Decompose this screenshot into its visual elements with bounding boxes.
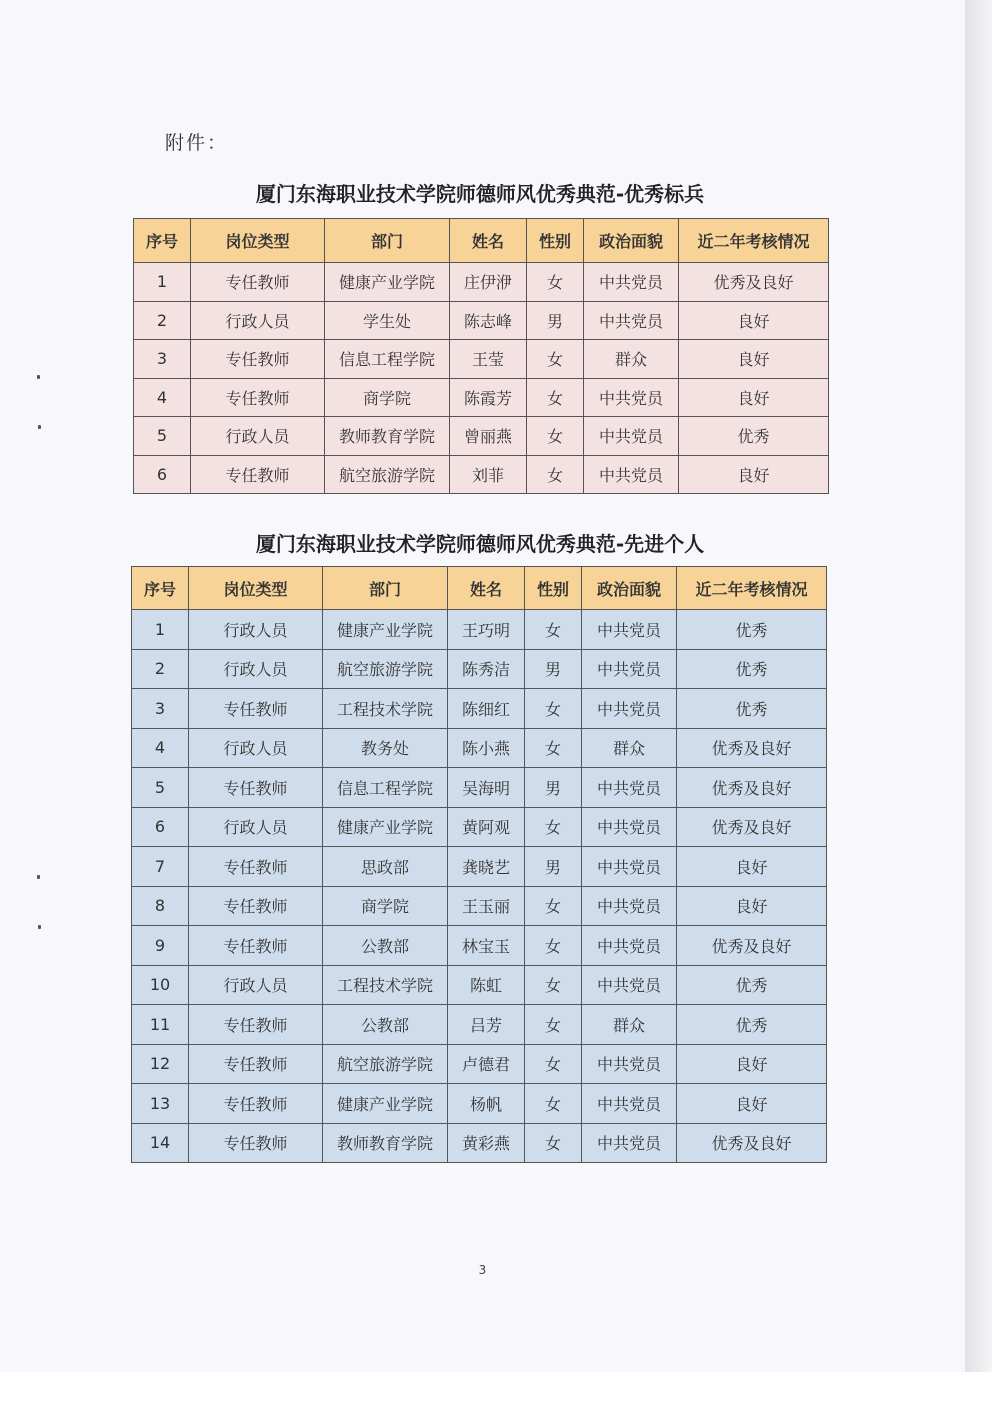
table-cell: 优秀及良好 xyxy=(677,1123,827,1163)
table-cell: 女 xyxy=(525,886,582,926)
header-cell: 部门 xyxy=(323,567,448,610)
table-cell: 良好 xyxy=(677,847,827,887)
table-cell: 陈虹 xyxy=(448,965,525,1005)
table-row xyxy=(134,263,829,302)
table-cell: 专任教师 xyxy=(189,926,323,966)
table-cell: 良好 xyxy=(679,455,829,494)
scan-edge xyxy=(965,0,992,1403)
table-cell: 中共党员 xyxy=(584,378,679,417)
table-cell: 3 xyxy=(132,689,189,729)
table-cell: 龚晓艺 xyxy=(448,847,525,887)
table-cell: 3 xyxy=(134,340,191,379)
table-cell: 11 xyxy=(132,1005,189,1045)
table-cell: 行政人员 xyxy=(189,610,323,650)
table-cell: 女 xyxy=(525,728,582,768)
table-cell: 良好 xyxy=(677,1044,827,1084)
table-cell: 女 xyxy=(527,378,584,417)
table-cell: 优秀 xyxy=(677,689,827,729)
table1-title: 厦门东海职业技术学院师德师风优秀典范-优秀标兵 xyxy=(255,182,705,206)
table-cell: 2 xyxy=(134,301,191,340)
table-cell: 航空旅游学院 xyxy=(323,1044,448,1084)
table-cell: 女 xyxy=(527,263,584,302)
table-cell: 公教部 xyxy=(323,926,448,966)
table-cell: 9 xyxy=(132,926,189,966)
table-cell: 曾丽燕 xyxy=(450,417,527,456)
table-cell: 群众 xyxy=(582,728,677,768)
table-cell: 陈志峰 xyxy=(450,301,527,340)
table-cell: 黄彩燕 xyxy=(448,1123,525,1163)
header-cell: 近二年考核情况 xyxy=(679,219,829,263)
scan-speck xyxy=(37,875,40,879)
table-cell: 专任教师 xyxy=(189,1044,323,1084)
table-cell: 女 xyxy=(525,1044,582,1084)
table-cell: 王玉丽 xyxy=(448,886,525,926)
table-cell: 航空旅游学院 xyxy=(323,649,448,689)
table-cell: 行政人员 xyxy=(189,965,323,1005)
table-cell: 思政部 xyxy=(323,847,448,887)
table-cell: 4 xyxy=(132,728,189,768)
table-cell: 专任教师 xyxy=(189,847,323,887)
table-cell: 公教部 xyxy=(323,1005,448,1045)
table-cell: 工程技术学院 xyxy=(323,689,448,729)
table-cell: 中共党员 xyxy=(584,301,679,340)
table-row xyxy=(132,610,827,650)
table-cell: 陈霞芳 xyxy=(450,378,527,417)
table-cell: 5 xyxy=(134,417,191,456)
table-cell: 优秀 xyxy=(677,1005,827,1045)
table-cell: 女 xyxy=(527,417,584,456)
table-cell: 良好 xyxy=(679,340,829,379)
table-cell: 良好 xyxy=(677,886,827,926)
table-cell: 优秀 xyxy=(677,965,827,1005)
table-cell: 1 xyxy=(132,610,189,650)
table-cell: 教师教育学院 xyxy=(323,1123,448,1163)
table-cell: 庄伊洢 xyxy=(450,263,527,302)
table-cell: 健康产业学院 xyxy=(323,1084,448,1124)
table-cell: 健康产业学院 xyxy=(325,263,450,302)
table-cell: 健康产业学院 xyxy=(323,807,448,847)
header-cell: 部门 xyxy=(325,219,450,263)
table-cell: 女 xyxy=(525,807,582,847)
table-cell: 专任教师 xyxy=(191,340,325,379)
table-cell: 王莹 xyxy=(450,340,527,379)
header-cell: 近二年考核情况 xyxy=(677,567,827,610)
scan-speck xyxy=(38,925,41,929)
table-cell: 学生处 xyxy=(325,301,450,340)
header-cell: 序号 xyxy=(134,219,191,263)
table-cell: 4 xyxy=(134,378,191,417)
table-cell: 工程技术学院 xyxy=(323,965,448,1005)
table-row xyxy=(132,1044,827,1084)
table-row xyxy=(132,886,827,926)
table-row xyxy=(132,807,827,847)
scan-speck xyxy=(38,425,41,429)
table-row xyxy=(132,768,827,808)
table-row xyxy=(132,1123,827,1163)
table-cell: 6 xyxy=(132,807,189,847)
header-cell: 性别 xyxy=(527,219,584,263)
table-cell: 优秀 xyxy=(677,649,827,689)
table-header-row xyxy=(134,219,829,263)
table-row xyxy=(132,728,827,768)
table-cell: 中共党员 xyxy=(582,847,677,887)
table-cell: 中共党员 xyxy=(582,689,677,729)
table-cell: 中共党员 xyxy=(584,455,679,494)
header-cell: 姓名 xyxy=(450,219,527,263)
table-cell: 女 xyxy=(525,926,582,966)
table-cell: 13 xyxy=(132,1084,189,1124)
table-cell: 专任教师 xyxy=(189,1084,323,1124)
table-cell: 商学院 xyxy=(323,886,448,926)
table-outstanding-models xyxy=(133,218,829,494)
table-cell: 教务处 xyxy=(323,728,448,768)
table-cell: 12 xyxy=(132,1044,189,1084)
table-cell: 黄阿观 xyxy=(448,807,525,847)
table-row xyxy=(134,378,829,417)
table-cell: 行政人员 xyxy=(191,417,325,456)
table-cell: 中共党员 xyxy=(584,417,679,456)
table-cell: 信息工程学院 xyxy=(323,768,448,808)
table-cell: 群众 xyxy=(582,1005,677,1045)
table-row xyxy=(134,455,829,494)
table-cell: 群众 xyxy=(584,340,679,379)
table-cell: 男 xyxy=(525,847,582,887)
table-cell: 5 xyxy=(132,768,189,808)
table-cell: 女 xyxy=(525,689,582,729)
table-cell: 行政人员 xyxy=(191,301,325,340)
table-cell: 中共党员 xyxy=(582,1084,677,1124)
scan-bottom-margin xyxy=(0,1372,992,1403)
table-cell: 杨帆 xyxy=(448,1084,525,1124)
header-cell: 岗位类型 xyxy=(191,219,325,263)
table-cell: 优秀及良好 xyxy=(677,728,827,768)
table-cell: 教师教育学院 xyxy=(325,417,450,456)
table-row xyxy=(134,340,829,379)
table-cell: 中共党员 xyxy=(582,768,677,808)
table-cell: 女 xyxy=(525,1005,582,1045)
table-cell: 健康产业学院 xyxy=(323,610,448,650)
table-cell: 信息工程学院 xyxy=(325,340,450,379)
table-cell: 良好 xyxy=(679,378,829,417)
table-cell: 2 xyxy=(132,649,189,689)
table-cell: 6 xyxy=(134,455,191,494)
page-number: 3 xyxy=(478,1263,487,1277)
table-cell: 女 xyxy=(525,610,582,650)
scan-speck xyxy=(37,375,40,379)
table-cell: 优秀及良好 xyxy=(679,263,829,302)
header-cell: 政治面貌 xyxy=(582,567,677,610)
table-row xyxy=(132,965,827,1005)
table-cell: 行政人员 xyxy=(189,807,323,847)
header-cell: 政治面貌 xyxy=(584,219,679,263)
table-cell: 男 xyxy=(527,301,584,340)
table-row xyxy=(132,1084,827,1124)
table-cell: 刘菲 xyxy=(450,455,527,494)
table-cell: 专任教师 xyxy=(189,689,323,729)
table-cell: 10 xyxy=(132,965,189,1005)
table-cell: 中共党员 xyxy=(582,1044,677,1084)
header-cell: 姓名 xyxy=(448,567,525,610)
table-cell: 优秀 xyxy=(679,417,829,456)
table-row xyxy=(132,847,827,887)
table-cell: 中共党员 xyxy=(582,886,677,926)
table-cell: 中共党员 xyxy=(582,1123,677,1163)
table-row xyxy=(134,417,829,456)
table-cell: 优秀及良好 xyxy=(677,768,827,808)
table-cell: 中共党员 xyxy=(582,807,677,847)
table-cell: 陈小燕 xyxy=(448,728,525,768)
table-cell: 优秀及良好 xyxy=(677,807,827,847)
table-cell: 优秀 xyxy=(677,610,827,650)
table-cell: 专任教师 xyxy=(189,1123,323,1163)
table-cell: 14 xyxy=(132,1123,189,1163)
table-cell: 专任教师 xyxy=(191,263,325,302)
table-cell: 女 xyxy=(527,340,584,379)
table-row xyxy=(132,689,827,729)
table-row xyxy=(132,649,827,689)
table-cell: 中共党员 xyxy=(582,610,677,650)
table-cell: 女 xyxy=(525,965,582,1005)
table-cell: 专任教师 xyxy=(189,768,323,808)
table-cell: 林宝玉 xyxy=(448,926,525,966)
table-cell: 1 xyxy=(134,263,191,302)
header-cell: 岗位类型 xyxy=(189,567,323,610)
table-cell: 商学院 xyxy=(325,378,450,417)
table-cell: 专任教师 xyxy=(191,455,325,494)
table-cell: 专任教师 xyxy=(191,378,325,417)
table-advanced-individuals xyxy=(131,566,827,1163)
table-cell: 航空旅游学院 xyxy=(325,455,450,494)
table-cell: 优秀及良好 xyxy=(677,926,827,966)
header-cell: 序号 xyxy=(132,567,189,610)
table-cell: 中共党员 xyxy=(582,965,677,1005)
header-cell: 性别 xyxy=(525,567,582,610)
table-cell: 专任教师 xyxy=(189,886,323,926)
table-cell: 王巧明 xyxy=(448,610,525,650)
table-cell: 女 xyxy=(525,1084,582,1124)
table-row xyxy=(132,1005,827,1045)
table-cell: 良好 xyxy=(679,301,829,340)
table-cell: 中共党员 xyxy=(582,926,677,966)
table-cell: 行政人员 xyxy=(189,728,323,768)
table2-title: 厦门东海职业技术学院师德师风优秀典范-先进个人 xyxy=(255,532,705,556)
attachment-label: 附件： xyxy=(165,132,229,154)
table-cell: 中共党员 xyxy=(582,649,677,689)
table-cell: 7 xyxy=(132,847,189,887)
table-cell: 8 xyxy=(132,886,189,926)
table-cell: 吴海明 xyxy=(448,768,525,808)
table-cell: 陈细红 xyxy=(448,689,525,729)
table-header-row xyxy=(132,567,827,610)
table-cell: 吕芳 xyxy=(448,1005,525,1045)
table-cell: 女 xyxy=(525,1123,582,1163)
table-cell: 良好 xyxy=(677,1084,827,1124)
table-cell: 男 xyxy=(525,649,582,689)
table-cell: 陈秀洁 xyxy=(448,649,525,689)
table-row xyxy=(132,926,827,966)
table-row xyxy=(134,301,829,340)
table-cell: 专任教师 xyxy=(189,1005,323,1045)
table-cell: 行政人员 xyxy=(189,649,323,689)
table-cell: 卢德君 xyxy=(448,1044,525,1084)
table-cell: 男 xyxy=(525,768,582,808)
table-cell: 中共党员 xyxy=(584,263,679,302)
table-cell: 女 xyxy=(527,455,584,494)
